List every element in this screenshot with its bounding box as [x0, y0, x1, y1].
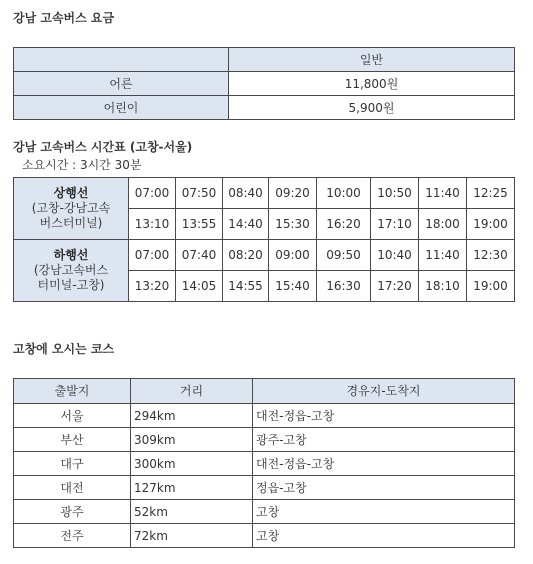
departure-time: 15:40 — [269, 271, 317, 302]
departure-time: 17:10 — [371, 209, 419, 240]
route-group-name: 하행선 — [53, 248, 89, 262]
fare-header-blank — [14, 48, 229, 72]
course-origin: 서울 — [14, 404, 131, 428]
course-route: 정읍-고창 — [253, 476, 515, 500]
departure-time: 18:00 — [419, 209, 467, 240]
departure-time: 13:10 — [129, 209, 176, 240]
table-row — [14, 452, 515, 476]
departure-time: 09:50 — [317, 240, 371, 271]
departure-time: 07:50 — [176, 178, 223, 209]
departure-time: 16:30 — [317, 271, 371, 302]
departure-time: 13:55 — [176, 209, 223, 240]
course-table — [13, 378, 515, 548]
fare-row-label: 어른 — [14, 72, 229, 96]
departure-time: 09:00 — [269, 240, 317, 271]
fare-header-general: 일반 — [229, 48, 515, 72]
course-title: 고창에 오시는 코스 — [13, 342, 115, 356]
departure-time: 18:10 — [419, 271, 467, 302]
departure-time: 14:05 — [176, 271, 223, 302]
course-distance: 72km — [131, 524, 253, 548]
course-route: 고창 — [253, 524, 515, 548]
route-group-upbound — [14, 178, 129, 240]
departure-time: 19:00 — [467, 271, 515, 302]
fare-table — [13, 47, 515, 120]
departure-time: 15:30 — [269, 209, 317, 240]
departure-time: 19:00 — [467, 209, 515, 240]
fare-title: 강남 고속버스 요금 — [13, 11, 115, 25]
table-row — [14, 428, 515, 452]
route-group-route-line: 버스터미널) — [39, 216, 103, 230]
departure-time: 07:40 — [176, 240, 223, 271]
departure-time: 08:20 — [223, 240, 269, 271]
departure-time: 11:40 — [419, 240, 467, 271]
departure-time: 10:50 — [371, 178, 419, 209]
table-row — [14, 404, 515, 428]
route-group-route-line: (강남고속버스 — [33, 263, 109, 277]
departure-time: 17:20 — [371, 271, 419, 302]
course-origin: 광주 — [14, 500, 131, 524]
course-route: 대전-정읍-고창 — [253, 404, 515, 428]
route-group-downbound — [14, 240, 129, 302]
departure-time: 07:00 — [129, 240, 176, 271]
course-origin: 대전 — [14, 476, 131, 500]
departure-time: 14:55 — [223, 271, 269, 302]
course-route: 광주-고창 — [253, 428, 515, 452]
departure-time: 10:40 — [371, 240, 419, 271]
timetable — [13, 177, 515, 302]
route-group-route-line: (고창-강남고속 — [31, 201, 111, 215]
departure-time: 16:20 — [317, 209, 371, 240]
course-distance: 127km — [131, 476, 253, 500]
departure-time: 11:40 — [419, 178, 467, 209]
timetable-title: 강남 고속버스 시간표 (고창-서울) — [13, 140, 193, 154]
fare-row-label: 어린이 — [14, 96, 229, 120]
course-route: 고창 — [253, 500, 515, 524]
departure-time: 09:20 — [269, 178, 317, 209]
course-header-origin: 출발지 — [14, 379, 131, 404]
departure-time: 10:00 — [317, 178, 371, 209]
course-origin: 대구 — [14, 452, 131, 476]
table-row — [14, 500, 515, 524]
course-origin: 전주 — [14, 524, 131, 548]
departure-time: 07:00 — [129, 178, 176, 209]
course-header-route: 경유지-도착지 — [253, 379, 515, 404]
departure-time: 13:20 — [129, 271, 176, 302]
fare-row-value: 5,900원 — [229, 96, 515, 120]
course-distance: 309km — [131, 428, 253, 452]
route-group-route-line: 터미널-고창) — [37, 278, 105, 292]
departure-time: 12:30 — [467, 240, 515, 271]
departure-time: 08:40 — [223, 178, 269, 209]
fare-row-value: 11,800원 — [229, 72, 515, 96]
course-distance: 52km — [131, 500, 253, 524]
departure-time: 12:25 — [467, 178, 515, 209]
route-group-name: 상행선 — [53, 186, 89, 200]
course-distance: 294km — [131, 404, 253, 428]
course-origin: 부산 — [14, 428, 131, 452]
table-row — [14, 524, 515, 548]
departure-time: 14:40 — [223, 209, 269, 240]
table-row — [14, 476, 515, 500]
course-distance: 300km — [131, 452, 253, 476]
course-header-distance: 거리 — [131, 379, 253, 404]
travel-duration: 소요시간 : 3시간 30분 — [22, 158, 142, 172]
course-route: 대전-정읍-고창 — [253, 452, 515, 476]
